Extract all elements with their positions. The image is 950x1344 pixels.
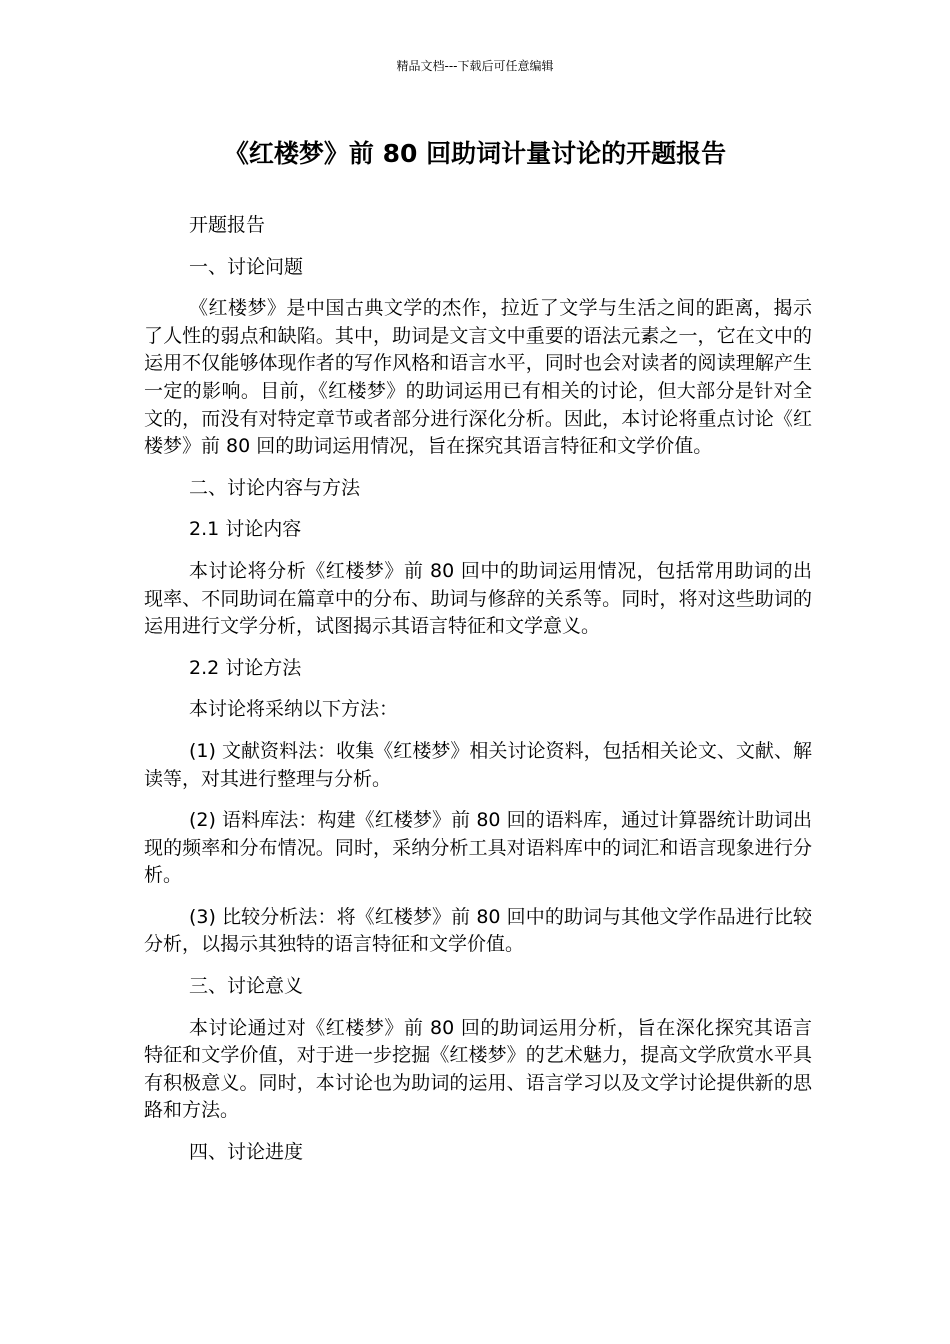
paragraph-method-2: (2) 语料库法：构建《红楼梦》前 80 回的语料库，通过计算器统计助词出现的频率和分布情况。同时，采纳分析工具对语料库中的词汇和语言现象进行分析。 [144,809,812,887]
section-label-report: 开题报告 [189,214,266,236]
paragraph-methods-intro: 本讨论将采纳以下方法： [189,698,399,721]
section-heading-4: 四、讨论进度 [189,1141,304,1164]
document-title: 《红楼梦》前 80 回助词计量讨论的开题报告 [223,139,727,168]
section-heading-1: 一、讨论问题 [189,255,304,278]
paragraph-method-1: (1) 文献资料法：收集《红楼梦》相关讨论资料，包括相关论文、文献、解读等，对其进行整理与分析。 [144,739,812,790]
document-body [144,212,812,1181]
paragraph-intro: 《红楼梦》是中国古典文学的杰作，拉近了文学与生活之间的距离，揭示了人性的弱点和缺陷。其中，助词是文言文中重要的语法元素之一，它在文中的运用不仅能够体现作者的写作风格和语言水平，同时也会对读者的阅读理解产生一定的影响。目前，《红楼梦》的助词运用已有相关的讨论，但大部分是针对全文的，而没有对特定章节或者部分进行深化分析。因此，本讨论将重点讨论《红楼梦》前 80 回的助词运用情况，旨在探究其语言特征和文学价值。 [144,297,812,458]
paragraph-significance: 本讨论通过对《红楼梦》前 80 回的助词运用分析，旨在深化探究其语言特征和文学价值，对于进一步挖掘《红楼梦》的艺术魅力，提高文学欣赏水平具有积极意义。同时，本讨论也为助词的运用、语言学习以及文学讨论提供新的思路和方法。 [144,1016,812,1122]
paragraph-method-3: (3) 比较分析法：将《红楼梦》前 80 回中的助词与其他文学作品进行比较分析，以揭示其独特的语言特征和文学价值。 [144,905,812,956]
subsection-heading-2-1: 2.1 讨论内容 [189,518,302,541]
page-header-watermark: 精品文档---下载后可任意编辑 [396,59,554,73]
section-heading-3: 三、讨论意义 [189,975,304,998]
subsection-heading-2-2: 2.2 讨论方法 [189,656,302,679]
section-heading-2: 二、讨论内容与方法 [189,476,361,499]
paragraph-content: 本讨论将分析《红楼梦》前 80 回中的助词运用情况，包括常用助词的出现率、不同助词在篇章中的分布、助词与修辞的关系等。同时，将对这些助词的运用进行文学分析，试图揭示其语言特征和文学意义。 [144,559,812,638]
